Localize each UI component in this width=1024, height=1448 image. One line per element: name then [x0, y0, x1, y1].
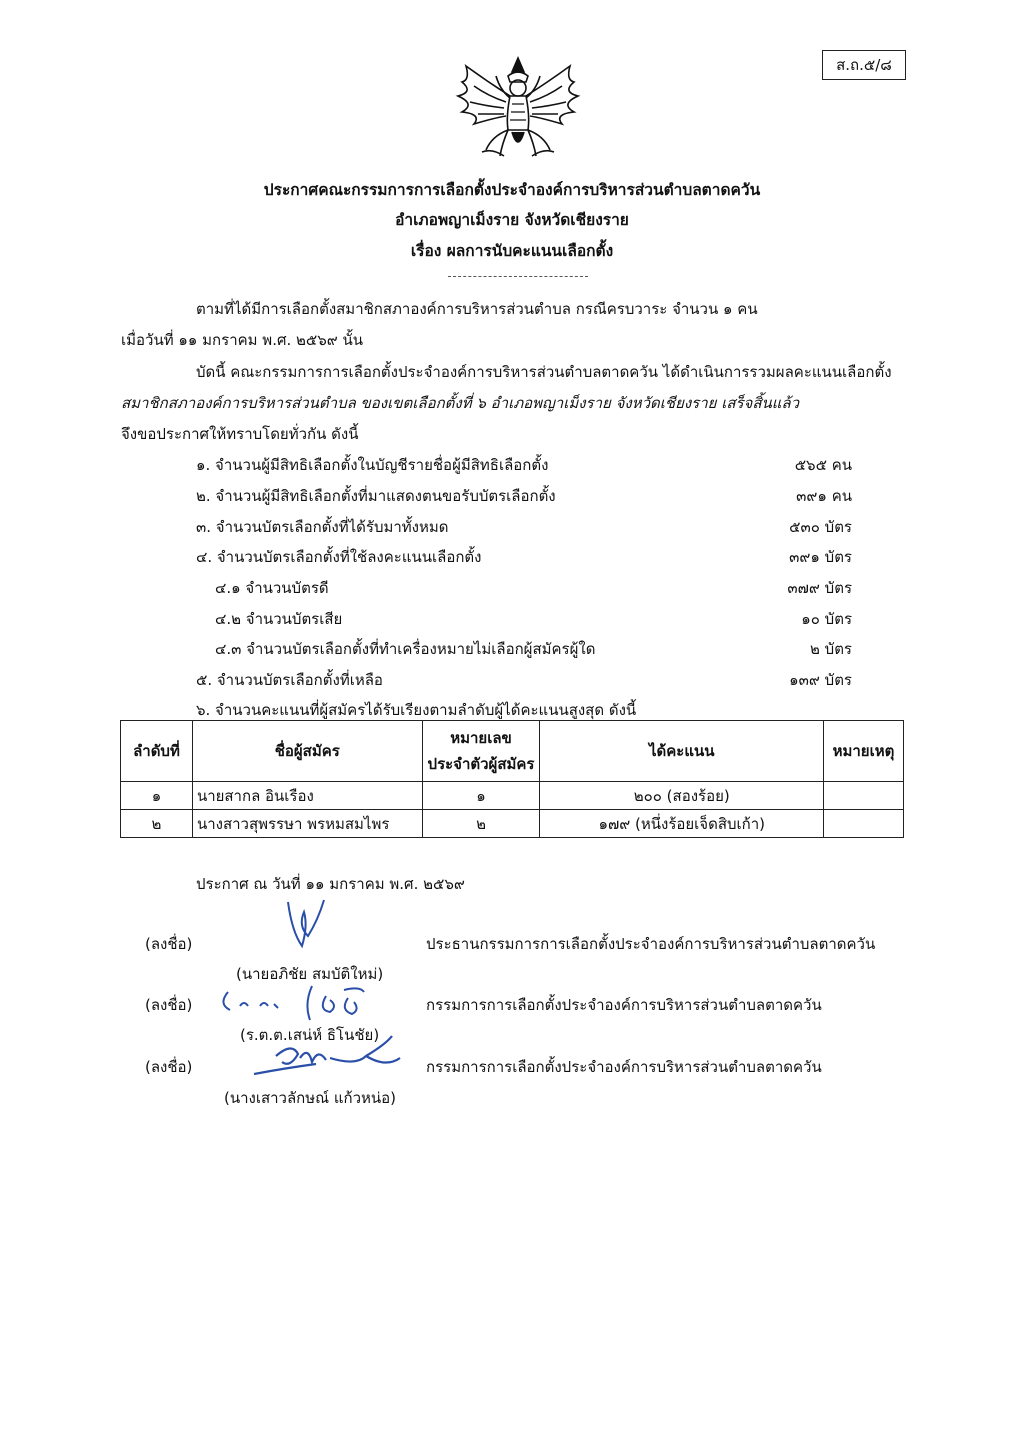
header-rank: ลำดับที่	[121, 721, 193, 782]
header-number-line2: ประจำตัวผู้สมัคร	[427, 755, 535, 773]
header-candidate-number	[422, 721, 540, 782]
stat-remaining-ballots-label: ๕. จำนวนบัตรเลือกตั้งที่เหลือ	[196, 671, 383, 689]
paragraph-2-line-2: สมาชิกสภาองค์การบริหารส่วนตำบล ของเขตเลือกตั้งที่ ๖ อำเภอพญาเม็งราย จังหวัดเชียงราย เสร็จสิ้นแล้ว	[121, 394, 800, 412]
signature-2-mark-icon	[214, 980, 384, 1024]
signature-2-name: (ร.ต.ต.เสน่ห์ ธิโนชัย)	[240, 1026, 380, 1044]
paragraph-2-line-1: บัดนี้ คณะกรรมการการเลือกตั้งประจำองค์การบริหารส่วนตำบลตาดควัน ได้ดำเนินการรวมผลคะแนนเลือกตั้ง	[196, 363, 892, 381]
signature-1-name: (นายอภิชัย สมบัติใหม่)	[236, 965, 384, 983]
subject-line: เรื่อง ผลการนับคะแนนเลือกตั้ง	[410, 242, 614, 260]
cell-rank: ๑	[121, 782, 193, 810]
signature-2-label: (ลงชื่อ)	[145, 996, 193, 1014]
signature-3-name: (นางเสาวลักษณ์ แก้วหน่อ)	[224, 1089, 397, 1107]
results-table	[120, 720, 904, 838]
cell-candidate-name: นางสาวสุพรรษา พรหมสมไพร	[192, 810, 422, 838]
header-note: หมายเหตุ	[823, 721, 903, 782]
stat-no-vote-ballots-label: ๔.๓ จำนวนบัตรเลือกตั้งที่ทำเครื่องหมายไม่เลือกผู้สมัครผู้ใด	[215, 640, 596, 658]
stat-no-vote-ballots-value: ๒ บัตร	[810, 640, 852, 658]
paragraph-2-line-3: จึงขอประกาศให้ทราบโดยทั่วกัน ดังนี้	[121, 425, 359, 443]
heading-separator	[448, 276, 588, 277]
cell-note	[823, 810, 903, 838]
signature-1-mark-icon	[278, 896, 338, 954]
stat-ballots-used-label: ๔. จำนวนบัตรเลือกตั้งที่ใช้ลงคะแนนเลือกตั้ง	[196, 548, 482, 566]
cell-candidate-name: นายสากล อินเรือง	[192, 782, 422, 810]
signature-2-position: กรรมการการเลือกตั้งประจำองค์การบริหารส่วนตำบลตาดควัน	[426, 996, 822, 1014]
signature-1-label: (ลงชื่อ)	[145, 935, 193, 953]
table-row	[121, 782, 904, 810]
garuda-emblem-icon	[448, 52, 588, 162]
paragraph-1-line-2: เมื่อวันที่ ๑๑ มกราคม พ.ศ. ๒๕๖๙ นั้น	[121, 331, 364, 349]
stat-eligible-voters-label: ๑. จำนวนผู้มีสิทธิเลือกตั้งในบัญชีรายชื่อผู้มีสิทธิเลือกตั้ง	[196, 456, 549, 474]
cell-candidate-number: ๒	[422, 810, 540, 838]
header-number-line1: หมายเลข	[450, 729, 512, 747]
header-candidate-name: ชื่อผู้สมัคร	[192, 721, 422, 782]
cell-note	[823, 782, 903, 810]
stat-invalid-ballots-value: ๑๐ บัตร	[801, 610, 852, 628]
stat-ballots-received-label: ๓. จำนวนบัตรเลือกตั้งที่ได้รับมาทั้งหมด	[196, 518, 449, 536]
paragraph-1-line-1: ตามที่ได้มีการเลือกตั้งสมาชิกสภาองค์การบริหารส่วนตำบล กรณีครบวาระ จำนวน ๑ คน	[196, 300, 758, 318]
header-score: ได้คะแนน	[540, 721, 824, 782]
signature-1-position: ประธานกรรมการการเลือกตั้งประจำองค์การบริหารส่วนตำบลตาดควัน	[426, 935, 876, 953]
cell-rank: ๒	[121, 810, 193, 838]
stat-remaining-ballots-value: ๑๓๙ บัตร	[789, 671, 852, 689]
stat-valid-ballots-value: ๓๗๙ บัตร	[787, 579, 852, 597]
stat-voters-turned-out-label: ๒. จำนวนผู้มีสิทธิเลือกตั้งที่มาแสดงตนขอรับบัตรเลือกตั้ง	[196, 487, 556, 505]
announcement-title: ประกาศคณะกรรมการการเลือกตั้งประจำองค์การบริหารส่วนตำบลตาดควัน	[263, 181, 761, 199]
table-row	[121, 810, 904, 838]
stat-ballots-used-value: ๓๙๑ บัตร	[789, 548, 852, 566]
stat-ballots-received-value: ๕๓๐ บัตร	[789, 518, 852, 536]
form-code-box: ส.ถ.๕/๘	[822, 50, 906, 80]
table-header-row	[121, 721, 904, 782]
stat-invalid-ballots-label: ๔.๒ จำนวนบัตรเสีย	[215, 610, 343, 628]
cell-candidate-number: ๑	[422, 782, 540, 810]
stat-voters-turned-out-value: ๓๙๑ คน	[796, 487, 852, 505]
stat-eligible-voters-value: ๕๖๕ คน	[794, 456, 852, 474]
stat-valid-ballots-label: ๔.๑ จำนวนบัตรดี	[215, 579, 329, 597]
announcement-date: ประกาศ ณ วันที่ ๑๑ มกราคม พ.ศ. ๒๕๖๙	[196, 875, 465, 893]
signature-3-label: (ลงชื่อ)	[145, 1058, 193, 1076]
cell-score: ๒๐๐ (สองร้อย)	[540, 782, 824, 810]
signature-3-mark-icon	[246, 1028, 406, 1084]
results-intro: ๖. จำนวนคะแนนที่ผู้สมัครได้รับเรียงตามลำดับผู้ได้คะแนนสูงสุด ดังนี้	[196, 701, 637, 719]
district-province-line: อำเภอพญาเม็งราย จังหวัดเชียงราย	[395, 211, 629, 229]
signature-3-position: กรรมการการเลือกตั้งประจำองค์การบริหารส่วนตำบลตาดควัน	[426, 1058, 822, 1076]
cell-score: ๑๗๙ (หนึ่งร้อยเจ็ดสิบเก้า)	[540, 810, 824, 838]
